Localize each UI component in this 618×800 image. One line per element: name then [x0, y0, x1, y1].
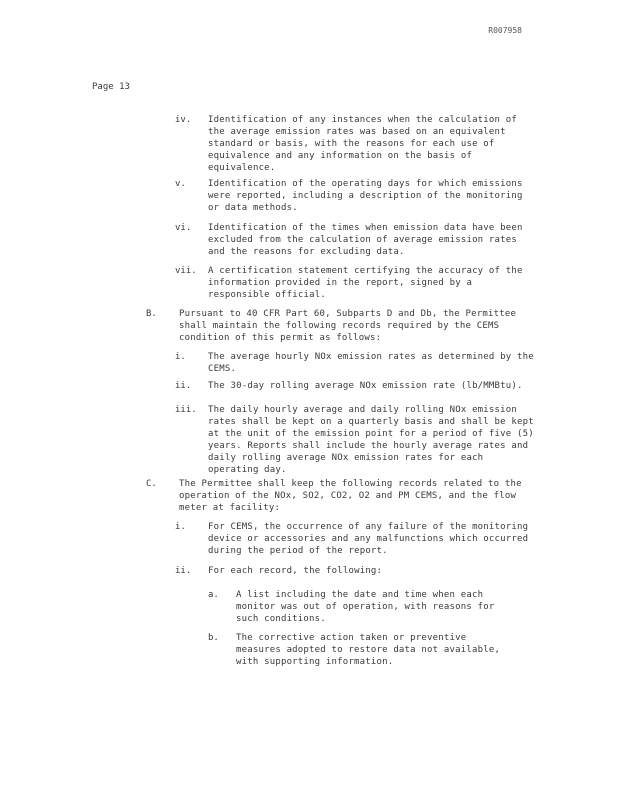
item-label: i.	[175, 352, 186, 362]
document-id: R007958	[488, 26, 522, 35]
item-text: Identification of any instances when the calculation of the average emission rates was based on an equivalent standard or basis, with the reasons for each use of equivalence and any information on the basis of equivalence.	[208, 115, 518, 173]
section-label: B.	[146, 309, 157, 319]
item-label: b.	[208, 633, 219, 643]
item-label: a.	[208, 590, 219, 600]
item-text: The corrective action taken or preventive measures adopted to restore data not available, with supporting information.	[236, 633, 501, 667]
item-label: vii.	[175, 266, 197, 276]
item-label: vi.	[175, 223, 192, 233]
item-label: v.	[175, 179, 186, 189]
item-text: For CEMS, the occurrence of any failure of the monitoring device or accessories and any malfunctions which occurred during the period of the report.	[208, 522, 529, 556]
section-text: Pursuant to 40 CFR Part 60, Subparts D and Db, the Permittee shall maintain the following records required by the CEMS condition of this permit as follows:	[179, 309, 517, 343]
item-text: Identification of the times when emission data have been excluded from the calculation of average emission rates and the reasons for excluding data.	[208, 223, 523, 257]
item-label: i.	[175, 522, 186, 532]
section-text: The Permittee shall keep the following records related to the operation of the NOx, SO2, CO2, O2 and PM CEMS, and the flow meter at facility:	[179, 479, 522, 513]
item-text: A list including the date and time when each monitor was out of operation, with reasons for such conditions.	[236, 590, 495, 624]
item-text: The average hourly NOx emission rates as determined by the CEMS.	[208, 352, 534, 374]
item-label: iv.	[175, 115, 192, 125]
item-label: ii.	[175, 566, 192, 576]
item-text: The daily hourly average and daily rolling NOx emission rates shall be kept on a quarterly basis and shall be kept at the unit of the emission point for a period of five (5) years. Reports shall include the hourly average rates and daily rolling average NOx emission rates for each operating day.	[208, 405, 534, 475]
item-text: Identification of the operating days for which emissions were reported, including a description of the monitoring or data methods.	[208, 179, 523, 213]
item-label: iii.	[175, 405, 197, 415]
item-text: A certification statement certifying the accuracy of the information provided in the report, signed by a responsible official.	[208, 266, 523, 300]
item-text: The 30-day rolling average NOx emission rate (lb/MMBtu).	[208, 381, 523, 391]
item-label: ii.	[175, 381, 192, 391]
item-text: For each record, the following:	[208, 566, 383, 576]
page-number: Page 13	[92, 82, 130, 92]
section-label: C.	[146, 479, 157, 489]
